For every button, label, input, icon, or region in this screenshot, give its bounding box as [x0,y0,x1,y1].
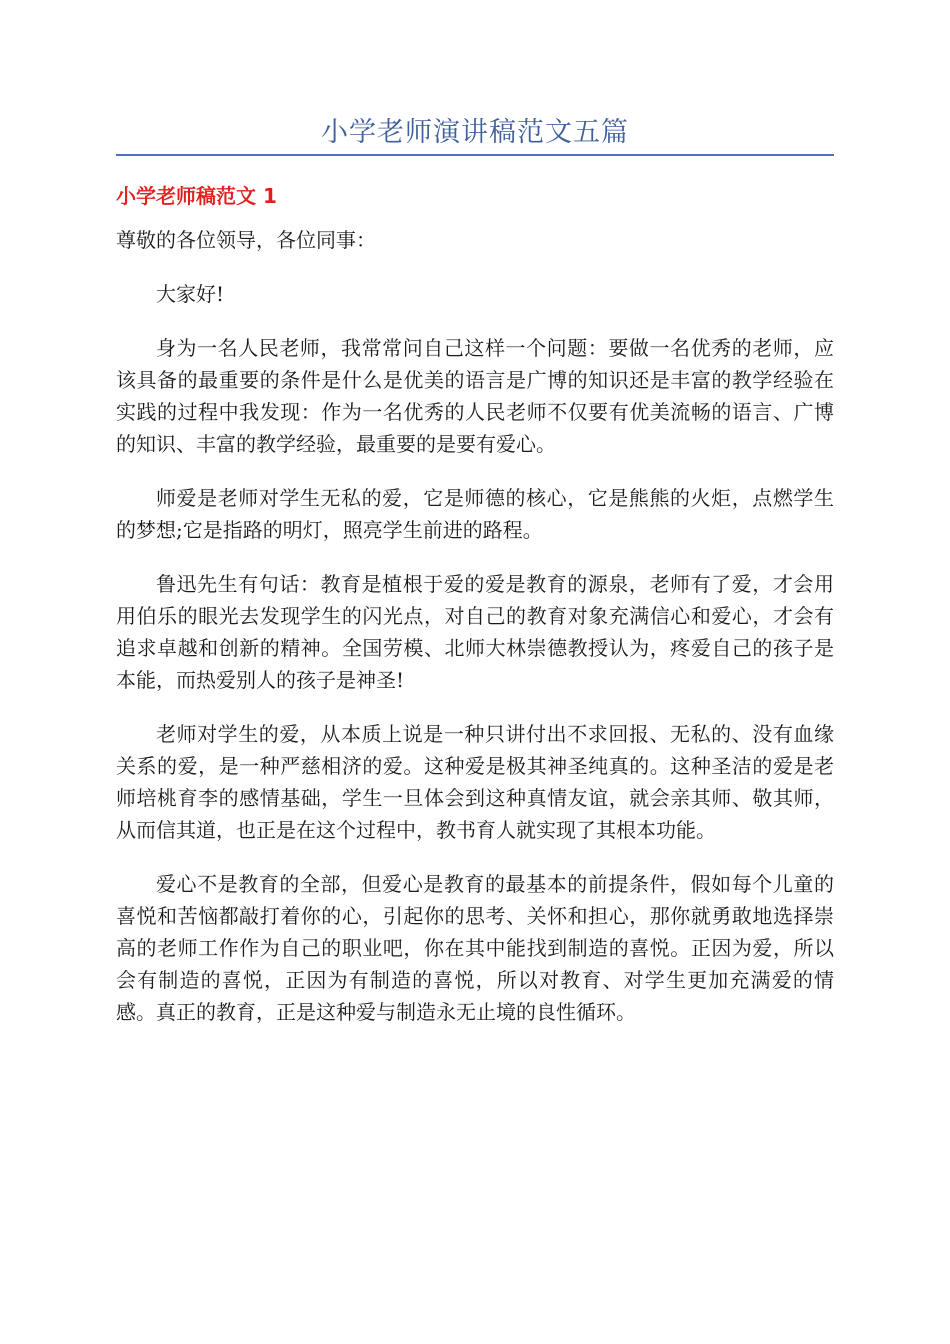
paragraph: 鲁迅先生有句话：教育是植根于爱的爱是教育的源泉，老师有了爱，才会用用伯乐的眼光去发现学生的闪光点，对自己的教育对象充满信心和爱心，才会有追求卓越和创新的精神。全国劳模、北师大林崇德教授认为，疼爱自己的孩子是本能，而热爱别人的孩子是神圣! [116,572,834,692]
salutation: 尊敬的各位领导，各位同事： [116,228,376,252]
paragraph: 老师对学生的爱，从本质上说是一种只讲付出不求回报、无私的、没有血缘关系的爱，是一种严慈相济的爱。这种爱是极其神圣纯真的。这种圣洁的爱是老师培桃育李的感情基础，学生一旦体会到这种真情友谊，就会亲其师、敬其师，从而信其道，也正是在这个过程中，教书育人就实现了其根本功能。 [116,722,834,842]
paragraph-greeting: 大家好! [156,282,225,306]
paragraph: 身为一名人民老师，我常常问自己这样一个问题：要做一名优秀的老师，应该具备的最重要的条件是什么是优美的语言是广博的知识还是丰富的教学经验在实践的过程中我发现：作为一名优秀的人民老师不仅要有优美流畅的语言、广博的知识、丰富的教学经验，最重要的是要有爱心。 [116,336,834,456]
section-heading: 小学老师稿范文 1 [116,184,277,208]
document-title: 小学老师演讲稿范文五篇 [321,117,629,148]
title-underline [116,154,834,156]
document-body [116,224,834,1050]
paragraph: 师爱是老师对学生无私的爱，它是师德的核心，它是熊熊的火炬，点燃学生的梦想;它是指路的明灯，照亮学生前进的路程。 [116,486,834,542]
paragraph: 爱心不是教育的全部，但爱心是教育的最基本的前提条件，假如每个儿童的喜悦和苦恼都敲打着你的心，引起你的思考、关怀和担心，那你就勇敢地选择崇高的老师工作作为自己的职业吧，你在其中能找到制造的喜悦。正因为爱，所以会有制造的喜悦，正因为有制造的喜悦，所以对教育、对学生更加充满爱的情感。真正的教育，正是这种爱与制造永无止境的良性循环。 [116,872,834,1024]
